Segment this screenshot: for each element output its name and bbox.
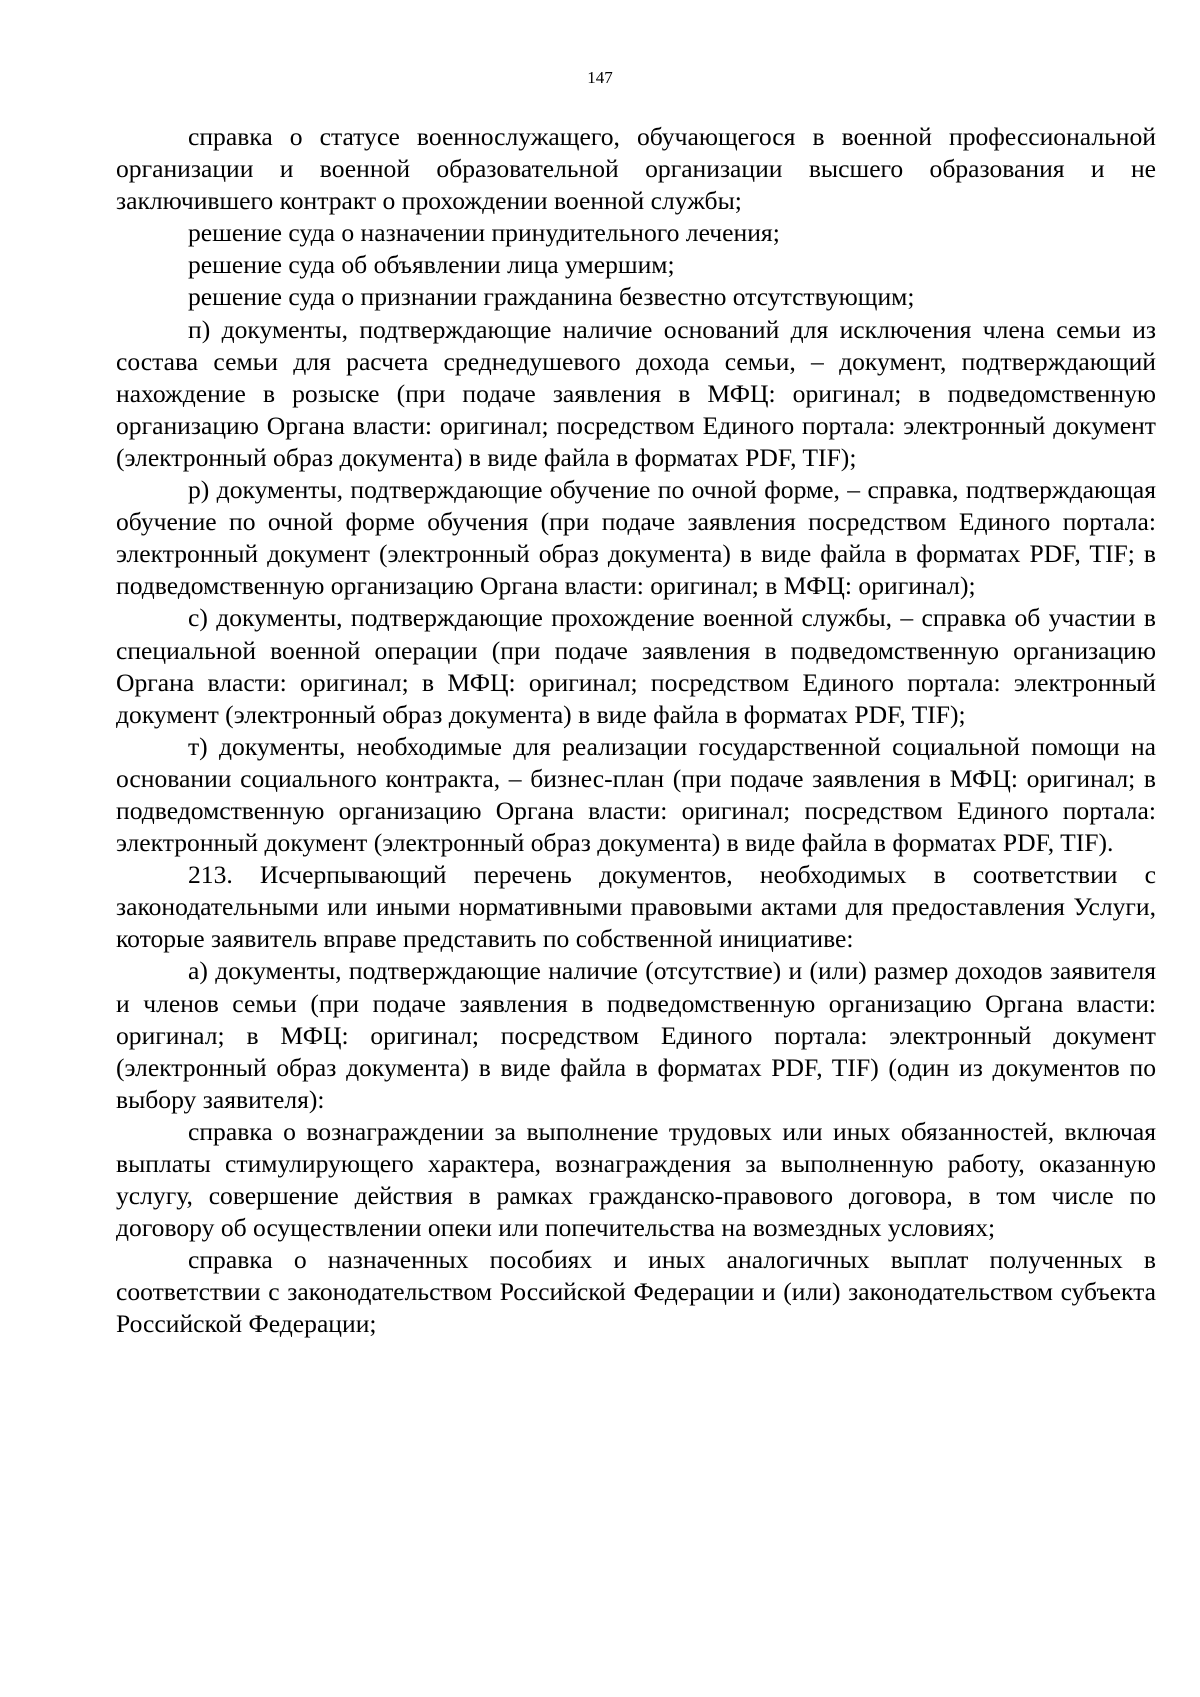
paragraph: 213. Исчерпывающий перечень документов, необходимых в соответствии с законодательными или иными нормативными правовыми актами для предоставления Услуги, которые заявитель вправе представить по собственной инициативе: — [116, 860, 1156, 954]
page-number: 147 — [587, 68, 613, 87]
paragraph: справка о вознаграждении за выполнение трудовых или иных обязанностей, включая выплаты стимулирующего характера, вознаграждения за выполненную работу, оказанную услугу, совершение действия в рамках гражданско-правового договора, в том числе по договору об осуществлении опеки или попечительства на возмездных условиях; — [116, 1116, 1156, 1243]
paragraph: решение суда о назначении принудительного лечения; — [188, 218, 780, 248]
paragraph: р) документы, подтверждающие обучение по очной форме, – справка, подтверждающая обучение по очной форме обучения (при подаче заявления посредством Единого портала: электронный документ (электронный образ документа) в виде файла в форматах PDF, TIF; в подведомственную организацию Органа власти: оригинал; в МФЦ: оригинал); — [116, 475, 1156, 601]
paragraph: п) документы, подтверждающие наличие оснований для исключения члена семьи из состава семьи для расчета среднедушевого дохода семьи, – документ, подтверждающий нахождение в розыске (при подаче заявления в МФЦ: оригинал; в подведомственную организацию Органа власти: оригинал; посредством Единого портала: электронный документ (электронный образ документа) в виде файла в форматах PDF, TIF); — [116, 314, 1156, 472]
paragraph: решение суда о признании гражданина безвестно отсутствующим; — [188, 282, 915, 312]
paragraph: справка о назначенных пособиях и иных аналогичных выплат полученных в соответствии с законодательством Российской Федерации и (или) законодательством субъекта Российской Федерации; — [116, 1245, 1156, 1339]
paragraph: т) документы, необходимые для реализации государственной социальной помощи на основании социального контракта, – бизнес-план (при подаче заявления в МФЦ: оригинал; в подведомственную организацию Органа власти: оригинал; посредством Единого портала: электронный документ (электронный образ документа) в виде файла в форматах PDF, TIF). — [116, 731, 1156, 858]
paragraph: а) документы, подтверждающие наличие (отсутствие) и (или) размер доходов заявителя и членов семьи (при подаче заявления в подведомственную организацию Органа власти: оригинал; в МФЦ: оригинал; посредством Единого портала: электронный документ (электронный образ документа) в виде файла в форматах PDF, TIF) (один из документов по выбору заявителя): — [116, 956, 1156, 1114]
paragraph: справка о статусе военнослужащего, обучающегося в военной профессиональной организации и военной образовательной организации высшего образования и не заключившего контракт о прохождении военной службы; — [116, 122, 1156, 216]
paragraph: с) документы, подтверждающие прохождение военной службы, – справка об участии в специальной военной операции (при подаче заявления в подведомственную организацию Органа власти: оригинал; в МФЦ: оригинал; посредством Единого портала: электронный документ (электронный образ документа) в виде файла в форматах PDF, TIF); — [116, 603, 1156, 729]
document-body — [116, 121, 1156, 1341]
paragraph: решение суда об объявлении лица умершим; — [188, 250, 675, 280]
